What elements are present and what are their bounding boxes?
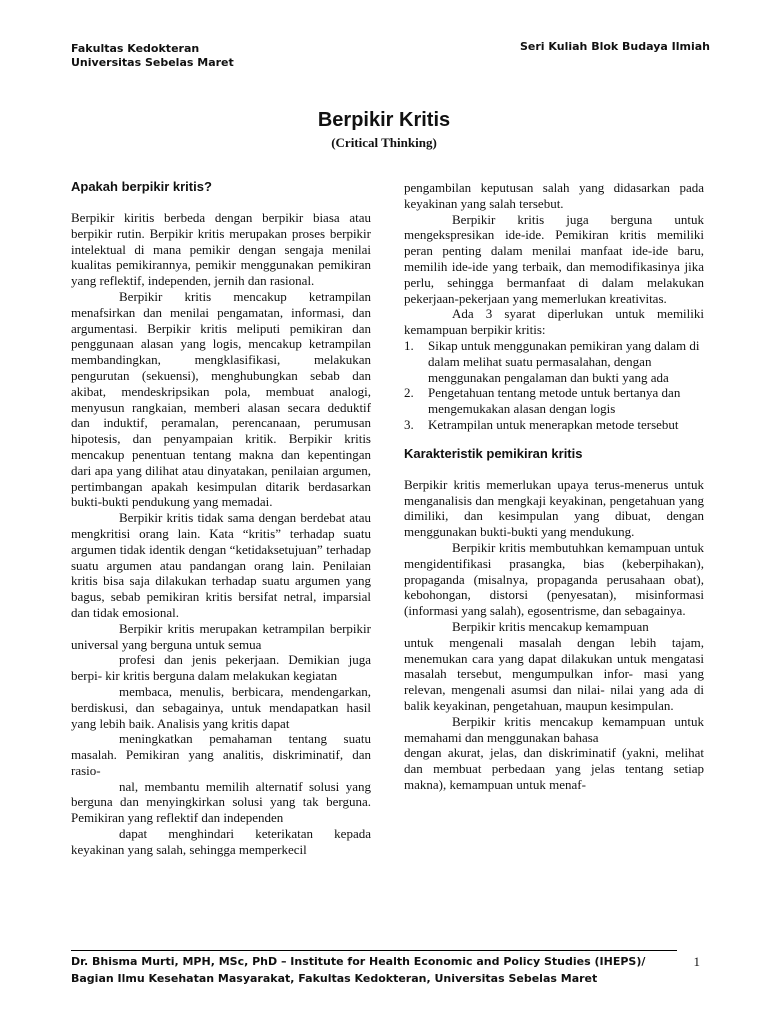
paragraph: Ada 3 syarat diperlukan untuk memiliki kemampuan berpikir kritis: [404,306,704,338]
paragraph: dengan akurat, jelas, dan diskriminatif (yakni, melihat dan membuat perbedaan yang jelas tentang setiap makna), kemampuan untuk menaf- [404,745,704,792]
list-text: Sikap untuk menggunakan pemikiran yang dalam di dalam melihat suatu permasalahan, dengan menggunakan pengalaman dan bukti yang ada [428,337,700,385]
requirements-list [404,338,704,433]
paragraph: Berpikir kritis mencakup kemampuan [452,618,649,634]
list-text: Pengetahuan tentang metode untuk bertanya dan mengemukakan alasan dengan logis [428,385,681,417]
paragraph: meningkatkan pemahaman tentang suatu masalah. Pemikiran yang analitis, diskriminatif, dan rasio- [71,731,371,778]
list-number: 3. [404,416,414,432]
page-header-institution [71,42,331,70]
paragraph: Berpikir kritis membutuhkan kemampuan untuk mengidentifikasi prasangka, bias (keberpihakan), propaganda (misalnya, propaganda perusahaan obat), kebohongan, distorsi (penyesatan), misinformasi (informasi yang salah), egosentrisme, dan sebagainya. [404,539,704,619]
paragraph: profesi dan jenis pekerjaan. Demikian juga berpi- kir kritis berguna dalam melakukan kegiatan [71,652,371,684]
footer-divider [71,950,677,951]
paragraph: membaca, menulis, berbicara, mendengarkan, berdiskusi, dan sebagainya, untuk mendapatkan hasil yang lebih baik. Analisis yang kritis dapat [71,683,371,731]
section-heading: Karakteristik pemikiran kritis [404,445,583,461]
paragraph: dapat menghindari keterikatan kepada keyakinan yang salah, sehingga memperkecil [71,826,371,857]
paragraph: Berpikir kritis memerlukan upaya terus-menerus untuk menganalisis dan mengkaji keyakinan, pengetahuan yang dimiliki, dan kesimpulan yang dibuat, dengan menggunakan bukti-bukti yang mendukung. [404,476,704,540]
list-item [404,417,704,433]
list-text: Ketrampilan untuk menerapkan metode tersebut [428,416,679,432]
document-title: Berpikir Kritis [317,109,451,131]
paragraph: pengambilan keputusan salah yang didasarkan pada keyakinan yang salah tersebut. [404,180,704,211]
list-number: 1. [404,337,414,353]
page-number: 1 [693,954,700,969]
footer-author: Dr. Bhisma Murti, MPH, MSc, PhD – Institute for Health Economic and Policy Studies (IHEPS)/ [71,955,646,968]
paragraph: Berpikir kritis mencakup ketrampilan menafsirkan dan menilai pengamatan, informasi, dan argumentasi. Berpikir kritis meliputi pemikiran dan penggunaan alasan yang logis, mencakup ketrampilan membandingkan, mengklasifikasi, melakukan pengurutan (sekuensi), menghubungkan sebab dan akibat, mendeskripsikan pola, membuat analogi, menyusun rangkaian, memberi alasan secara deduktif dan induktif, peramalan, perencanaan, perumusan hipotesis, dan penyampaian kritik. Berpikir kritis mencakup penentuan tentang makna dan kepentingan dari apa yang dilihat atau dinyatakan, penilaian argumen, pertimbangan apakah kesimpulan ditarik berdasarkan bukti-bukti pendukung yang memadai. [71,288,371,510]
page-footer [71,953,691,987]
header-university: Universitas Sebelas Maret [71,56,234,69]
header-series: Seri Kuliah Blok Budaya Ilmiah [520,40,710,53]
paragraph: Berpikir kritis mencakup kemampuan untuk memahami dan menggunakan bahasa [404,713,704,745]
document-subtitle: (Critical Thinking) [331,135,437,150]
list-number: 2. [404,385,414,401]
left-column [71,178,371,858]
section-heading: Apakah berpikir kritis? [71,179,212,194]
header-faculty: Fakultas Kedokteran [71,42,200,55]
list-item [404,338,704,385]
right-column [404,180,704,793]
paragraph: Berpikir kritis juga berguna untuk mengekspresikan ide-ide. Pemikiran kritis memiliki peran penting dalam menilai manfaat ide-ide baru, memilih ide-ide yang terbaik, dan memodifikasinya jika perlu, sehingga bermanfaat di dalam melakukan pekerjaan-pekerjaan yang memerlukan kreativitas. [404,211,704,306]
paragraph: Berpikir kritis tidak sama dengan berdebat atau mengkritisi orang lain. Kata “kritis” terhadap suatu argumen tidak identik dengan “ketidaksetujuan” terhadap suatu argumen atau pandangan orang lain. Penilaian kritis bisa saja dilakukan terhadap suatu argumen yang bagus, sebab pemikiran kritis bersifat netral, imparsial dan tidak emosional. [71,510,371,620]
paragraph: Berpikir kiritis berbeda dengan berpikir biasa atau berpikir rutin. Berpikir kritis merupakan proses berpikir intelektual di mana pemikir dengan sengaja menilai kualitas pemikirannya, pemikir menggunakan pemikiran yang reflektif, independen, jernih dan rasional. [71,210,371,289]
paragraph: Berpikir kritis merupakan ketrampilan berpikir universal yang berguna untuk semua [71,620,371,652]
list-item [404,385,704,417]
paragraph: untuk mengenali masalah dengan lebih tajam, menemukan cara yang dapat dilakukan untuk mengatasi masalah tersebut, mengumpulkan infor- masi yang relevan, mengenali asumsi dan nilai- nilai yang ada di balik keyakinan, pengetahuan, maupun kesimpulan. [404,634,704,713]
footer-department: Bagian Ilmu Kesehatan Masyarakat, Fakultas Kedokteran, Universitas Sebelas Maret [71,972,598,985]
paragraph: nal, membantu memilih alternatif solusi yang berguna dan menyingkirkan solusi yang tak berguna. Pemikiran yang reflektif dan independen [71,778,371,826]
